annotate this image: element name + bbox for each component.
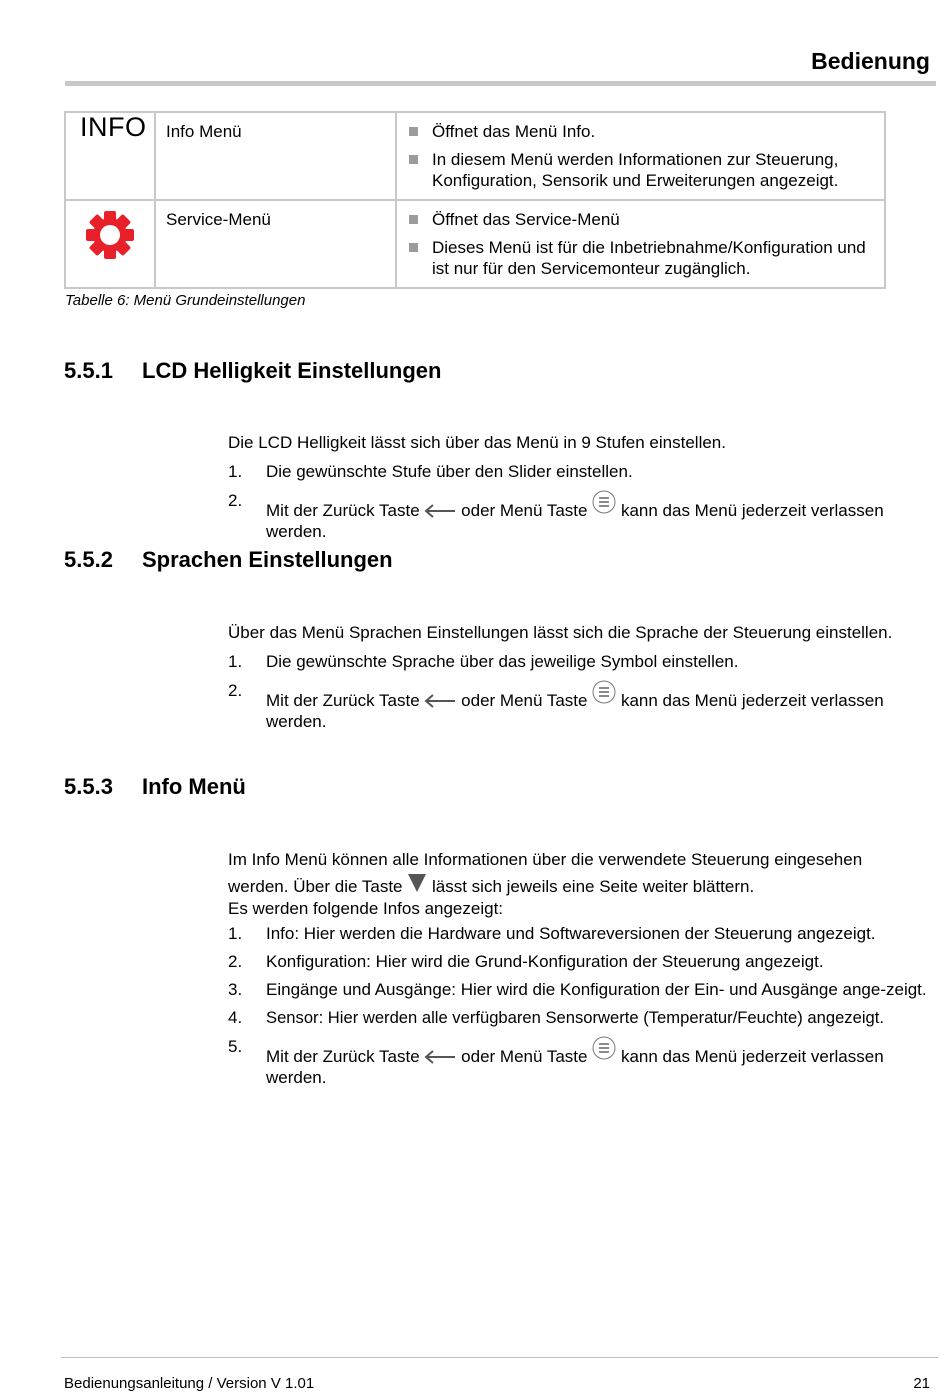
intro-line <box>228 873 943 898</box>
list-item <box>228 680 943 732</box>
list-item <box>228 923 943 944</box>
step-number: 2. <box>228 952 243 971</box>
page-number: 21 <box>913 1375 930 1392</box>
page-header-title: Bedienung <box>811 48 930 74</box>
back-arrow-icon <box>424 504 456 518</box>
step-number: 4. <box>228 1008 243 1027</box>
gear-icon <box>84 209 136 261</box>
menu-name-cell: Service-Menü <box>155 200 396 288</box>
list-item <box>228 951 943 972</box>
step-text: kann das Menü jederzeit verlassen werden. <box>266 501 884 541</box>
steps-list <box>228 923 943 1095</box>
step-number: 1. <box>228 924 243 943</box>
step-text: oder Menü Taste <box>461 501 588 520</box>
info-symbol: INFO <box>80 112 147 142</box>
list-item <box>228 461 943 482</box>
section-title: Sprachen Einstellungen <box>142 547 393 572</box>
menu-table <box>64 111 886 289</box>
step-text: oder Menü Taste <box>461 1047 588 1066</box>
list-item <box>228 1007 943 1028</box>
step-number: 1. <box>228 462 243 481</box>
list-item: In diesem Menü werden Informationen zur Steuerung, Konfiguration, Sensorik und Erweiterungen angezeigt. <box>409 149 874 191</box>
step-text: kann das Menü jederzeit verlassen werden. <box>266 691 884 731</box>
section-heading <box>64 774 246 800</box>
step-text: Mit der Zurück Taste <box>266 501 420 520</box>
list-item: Öffnet das Menü Info. <box>409 121 874 142</box>
description-cell <box>396 112 885 200</box>
intro-text: lässt sich jeweils eine Seite weiter blättern. <box>431 877 755 896</box>
list-item: Dieses Menü ist für die Inbetriebnahme/Konfiguration und ist nur für den Servicemonteur zugänglich. <box>409 237 874 279</box>
section-intro: Über das Menü Sprachen Einstellungen lässt sich die Sprache der Steuerung einstellen. <box>228 623 893 642</box>
step-number: 5. <box>228 1037 243 1056</box>
section-number: 5.5.2 <box>64 547 113 572</box>
step-text: Mit der Zurück Taste <box>266 1047 420 1066</box>
back-arrow-icon <box>424 1050 456 1064</box>
description-cell <box>396 200 885 288</box>
footer-document-version: Bedienungsanleitung / Version V 1.01 <box>64 1375 315 1392</box>
list-item <box>228 651 943 672</box>
menu-button-icon <box>592 490 616 514</box>
section-heading <box>64 547 393 573</box>
steps-list <box>228 651 943 739</box>
step-number: 1. <box>228 652 243 671</box>
intro-line: Es werden folgende Infos angezeigt: <box>228 899 504 918</box>
intro-line: Im Info Menü können alle Informationen über die verwendete Steuerung eingesehen <box>228 850 863 869</box>
step-number: 3. <box>228 980 243 999</box>
back-arrow-icon <box>424 694 456 708</box>
down-triangle-icon <box>407 873 427 893</box>
menu-name-cell: Info Menü <box>155 112 396 200</box>
steps-list <box>228 461 943 549</box>
step-text: kann das Menü jederzeit verlassen werden. <box>266 1047 884 1087</box>
header-rule <box>65 81 936 86</box>
menu-button-icon <box>592 680 616 704</box>
step-text: Konfiguration: Hier wird die Grund-Konfiguration der Steuerung angezeigt. <box>266 952 824 971</box>
section-heading <box>64 358 441 384</box>
list-item <box>228 490 943 542</box>
table-caption: Tabelle 6: Menü Grundeinstellungen <box>65 292 306 309</box>
table-row <box>65 112 885 200</box>
step-text: Die gewünschte Stufe über den Slider einstellen. <box>266 462 633 481</box>
symbol-cell <box>65 200 155 288</box>
step-number: 2. <box>228 491 243 510</box>
step-text: Die gewünschte Sprache über das jeweilige Symbol einstellen. <box>266 652 739 671</box>
step-number: 2. <box>228 681 243 700</box>
menu-button-icon <box>592 1036 616 1060</box>
list-item <box>228 1036 943 1088</box>
step-text: oder Menü Taste <box>461 691 588 710</box>
section-intro: Die LCD Helligkeit lässt sich über das Menü in 9 Stufen einstellen. <box>228 433 726 452</box>
list-item <box>228 979 943 1000</box>
step-text: Eingänge und Ausgänge: Hier wird die Konfiguration der Ein- und Ausgänge ange-zeigt. <box>266 980 927 999</box>
symbol-cell <box>65 112 155 200</box>
section-number: 5.5.3 <box>64 774 113 799</box>
table-row <box>65 200 885 288</box>
step-text: Sensor: Hier werden alle verfügbaren Sensorwerte (Temperatur/Feuchte) angezeigt. <box>266 1008 884 1027</box>
section-intro <box>228 849 943 920</box>
section-title: Info Menü <box>142 774 246 799</box>
section-title: LCD Helligkeit Einstellungen <box>142 358 442 383</box>
step-text: Mit der Zurück Taste <box>266 691 420 710</box>
section-number: 5.5.1 <box>64 358 113 383</box>
step-text: Info: Hier werden die Hardware und Softwareversionen der Steuerung angezeigt. <box>266 924 876 943</box>
intro-text: werden. Über die Taste <box>228 877 403 896</box>
list-item: Öffnet das Service-Menü <box>409 209 874 230</box>
footer-rule <box>61 1357 938 1358</box>
